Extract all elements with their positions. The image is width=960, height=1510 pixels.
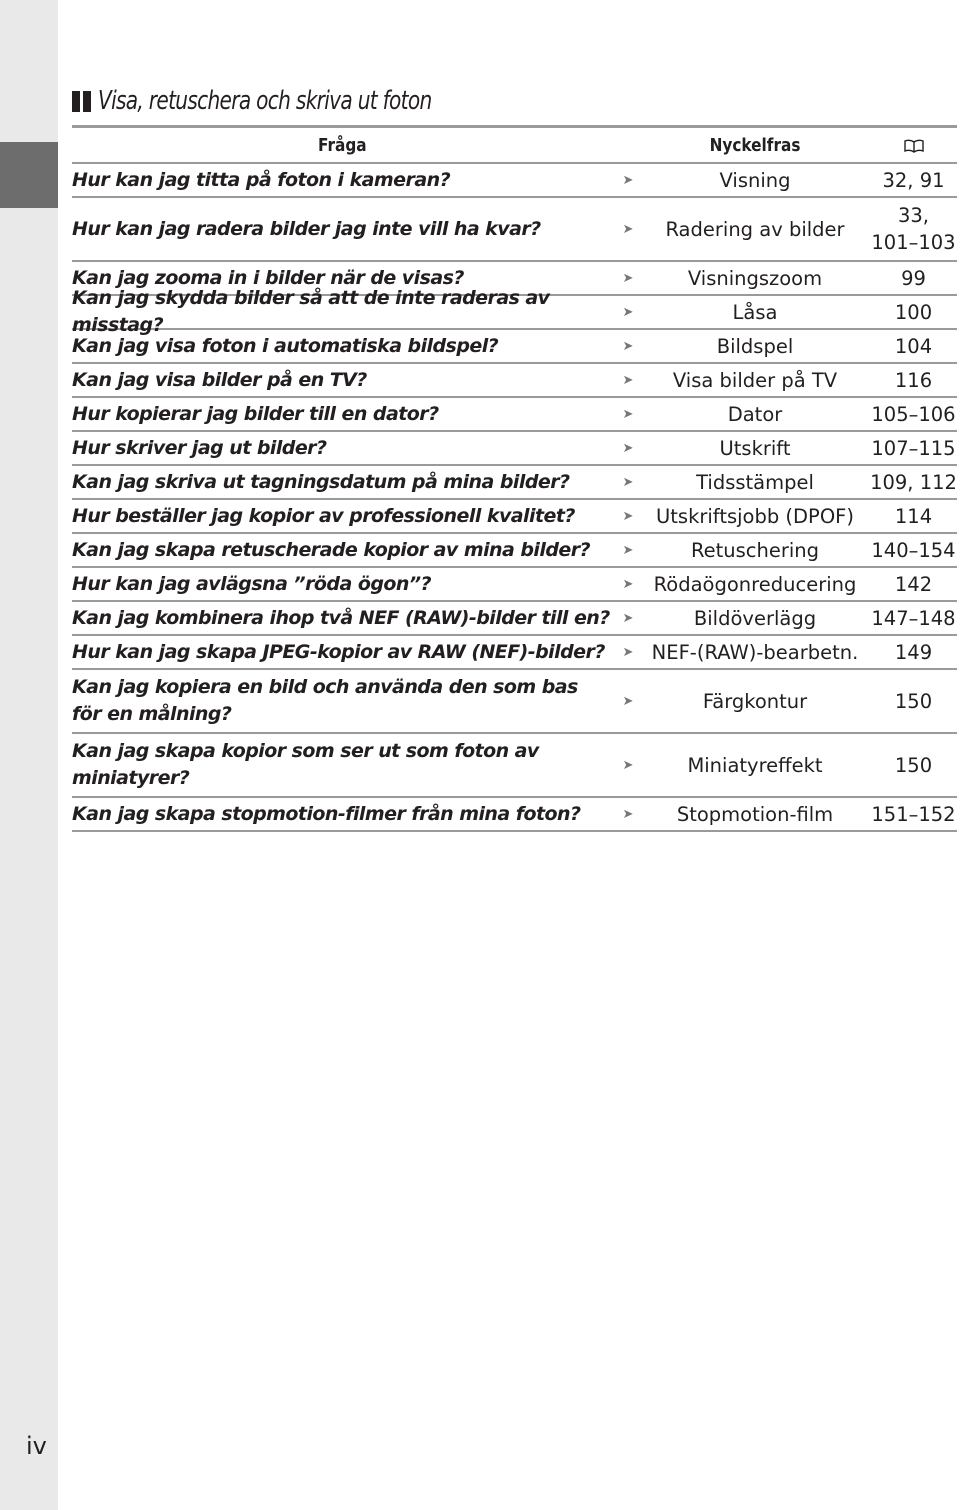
- keyword-cell: Bildspel: [716, 334, 794, 358]
- keyword-cell: Miniatyreffekt: [687, 753, 823, 777]
- table-row: [72, 466, 957, 500]
- page-cell: 150: [894, 689, 933, 713]
- table-row: [72, 500, 957, 534]
- table-row: [72, 287, 957, 336]
- question-cell: Hur kan jag radera bilder jag inte vill ha kvar?: [72, 217, 541, 240]
- keyword-cell: NEF-(RAW)-bearbetn.: [651, 640, 859, 664]
- question-cell: Kan jag zooma in i bilder när de visas?: [72, 266, 464, 289]
- arrow-right-icon: ➤: [622, 542, 634, 558]
- arrow-right-icon: ➤: [622, 474, 634, 490]
- keyword-cell: Rödaögonreducering: [653, 572, 857, 596]
- page-cell: 116: [894, 368, 933, 392]
- arrow-right-icon: ➤: [622, 757, 634, 773]
- page-cell: [870, 202, 957, 256]
- keyword-cell: Låsa: [732, 300, 778, 324]
- chapter-tab-marker: [0, 142, 58, 208]
- question-cell: Kan jag visa bilder på en TV?: [72, 368, 367, 391]
- table-row: [72, 198, 957, 262]
- keyword-cell: Utskrift: [719, 436, 791, 460]
- keyword-cell: Visningszoom: [687, 266, 823, 290]
- page-cell: 147–148: [871, 606, 956, 630]
- keyword-cell: Retuschering: [690, 538, 820, 562]
- question-cell: Hur kan jag titta på foton i kameran?: [72, 168, 451, 191]
- question-cell: Hur kan jag avlägsna ”röda ögon”?: [72, 572, 432, 595]
- faq-table: [72, 125, 957, 832]
- table-row: [72, 534, 957, 568]
- book-icon: [904, 139, 924, 153]
- keyword-cell: Visa bilder på TV: [672, 368, 838, 392]
- page-cell: 109, 112: [870, 470, 957, 494]
- page-cell: 149: [894, 640, 933, 664]
- page-cell: 104: [894, 334, 933, 358]
- arrow-right-icon: ➤: [622, 644, 634, 660]
- keyword-cell: Tidsstämpel: [696, 470, 814, 494]
- question-cell: Hur beställer jag kopior av professionell kvalitet?: [72, 504, 575, 527]
- arrow-right-icon: ➤: [622, 806, 634, 822]
- header-page: [870, 132, 957, 159]
- page-cell: 142: [894, 572, 933, 596]
- side-margin-strip: [0, 0, 58, 1510]
- table-row: [72, 398, 957, 432]
- page-cell: 150: [894, 753, 933, 777]
- keyword-cell: Dator: [727, 402, 783, 426]
- question-cell: Kan jag skapa stopmotion-filmer från mina foton?: [72, 802, 581, 825]
- arrow-right-icon: ➤: [622, 372, 634, 388]
- header-question: Fråga: [317, 134, 367, 156]
- question-cell: Kan jag skapa retuscherade kopior av mina bilder?: [72, 538, 590, 561]
- arrow-right-icon: ➤: [622, 576, 634, 592]
- page-cell-line2: 101–103: [871, 231, 956, 254]
- question-cell: Kan jag skriva ut tagningsdatum på mina bilder?: [72, 470, 570, 493]
- header-keyword: Nyckelfras: [709, 134, 801, 156]
- table-row: [72, 364, 957, 398]
- question-cell: Kan jag skydda bilder så att de inte raderas av misstag?: [72, 287, 550, 336]
- question-cell: Kan jag skapa kopior som ser ut som foton av miniatyrer?: [72, 740, 539, 789]
- arrow-right-icon: ➤: [622, 304, 634, 320]
- section-heading: [72, 84, 486, 118]
- table-row: [72, 670, 957, 734]
- page-cell: 32, 91: [882, 168, 945, 192]
- page-cell: 105–106: [871, 402, 956, 426]
- page-cell: 100: [894, 300, 933, 324]
- table-row: [72, 432, 957, 466]
- keyword-cell: Utskriftsjobb (DPOF): [656, 504, 854, 528]
- keyword-cell: Färgkontur: [702, 689, 808, 713]
- arrow-right-icon: ➤: [622, 693, 634, 709]
- page-cell-line1: 33,: [897, 204, 929, 227]
- table-row: [72, 636, 957, 670]
- keyword-cell: Radering av bilder: [665, 217, 845, 241]
- question-cell: Hur kopierar jag bilder till en dator?: [72, 402, 439, 425]
- table-header-row: [72, 128, 957, 164]
- table-row: [72, 568, 957, 602]
- page-cell: 99: [901, 266, 926, 290]
- arrow-right-icon: ➤: [622, 610, 634, 626]
- question-cell: Kan jag visa foton i automatiska bildspel?: [72, 334, 499, 357]
- table-row: [72, 798, 957, 832]
- question-cell: Hur skriver jag ut bilder?: [72, 436, 327, 459]
- table-row: [72, 734, 957, 798]
- question-cell: Hur kan jag skapa JPEG-kopior av RAW (NEF)-bilder?: [72, 640, 605, 663]
- arrow-right-icon: ➤: [622, 172, 634, 188]
- page-cell: 151–152: [871, 802, 956, 826]
- table-row: [72, 602, 957, 636]
- arrow-right-icon: ➤: [622, 270, 634, 286]
- page-cell: 107–115: [871, 436, 956, 460]
- arrow-right-icon: ➤: [622, 338, 634, 354]
- section-title: Visa, retuschera och skriva ut foton: [98, 86, 432, 116]
- page-number: iv: [26, 1432, 47, 1460]
- table-row: [72, 164, 957, 198]
- arrow-right-icon: ➤: [622, 221, 634, 237]
- question-cell: Kan jag kopiera en bild och använda den som bas för en målning?: [72, 676, 578, 725]
- table-row: [72, 330, 957, 364]
- question-cell: Kan jag kombinera ihop två NEF (RAW)-bilder till en?: [72, 606, 610, 629]
- keyword-cell: Bildöverlägg: [693, 606, 817, 630]
- page-cell: 140–154: [871, 538, 956, 562]
- keyword-cell: Stopmotion-film: [676, 802, 834, 826]
- table-body: [72, 164, 957, 832]
- arrow-right-icon: ➤: [622, 440, 634, 456]
- arrow-right-icon: ➤: [622, 508, 634, 524]
- section-marker-icon: [72, 91, 92, 112]
- arrow-right-icon: ➤: [622, 406, 634, 422]
- page-cell: 114: [894, 504, 933, 528]
- keyword-cell: Visning: [719, 168, 791, 192]
